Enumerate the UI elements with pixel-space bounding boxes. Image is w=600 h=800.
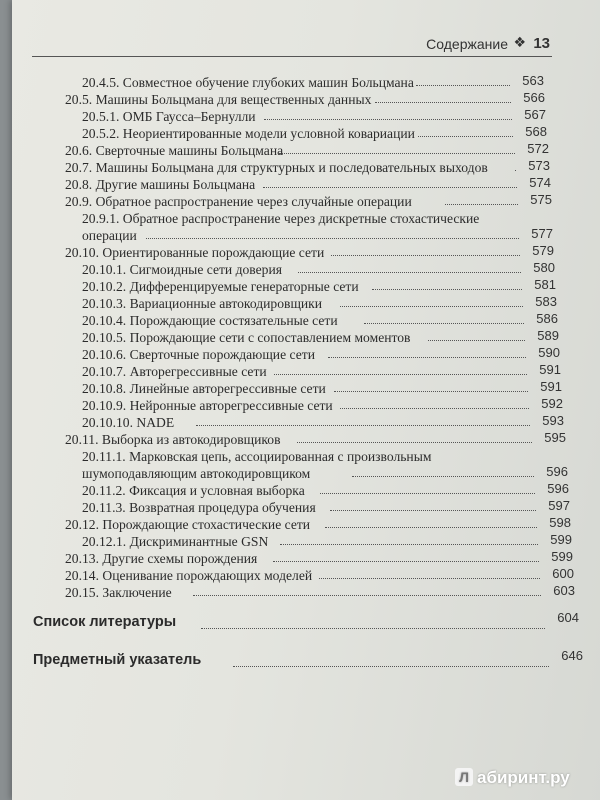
toc-entry-page: 593 xyxy=(542,413,564,428)
toc-entry-page: 579 xyxy=(532,243,554,258)
dot-leader xyxy=(375,102,511,103)
toc-entry-page: 575 xyxy=(530,192,552,207)
dot-leader xyxy=(297,442,532,443)
toc-entry-index xyxy=(33,648,583,672)
toc-entry-page: 586 xyxy=(536,311,558,326)
dot-leader xyxy=(364,323,524,324)
toc-entry-page: 591 xyxy=(540,379,562,394)
toc-entry-title: 20.5.2. Неориентированные модели условной ковариации xyxy=(82,126,415,141)
toc-entry-title: 20.8. Другие машины Больцмана xyxy=(65,177,256,192)
dot-leader xyxy=(325,527,537,528)
toc-entry-title: 20.10.5. Порождающие сети с сопоставлением моментов xyxy=(82,330,411,345)
toc-entry-title: 20.10.1. Сигмоидные сети доверия xyxy=(82,262,283,277)
toc-entry-title: 20.14. Оценивание порождающих моделей xyxy=(65,568,313,583)
dot-leader xyxy=(298,272,521,273)
dot-leader xyxy=(193,595,541,596)
toc-entry-page: 600 xyxy=(552,566,574,581)
toc-entry-page: 590 xyxy=(538,345,560,360)
dot-leader xyxy=(319,578,540,579)
table-of-contents xyxy=(12,0,600,800)
toc-entry-bibliography xyxy=(33,610,579,634)
toc-entry-title-continued: шумоподавляющим автокодировщиком xyxy=(82,466,311,481)
toc-entry-title: 20.10.10. NADE xyxy=(82,415,175,430)
watermark-text: абиринт.ру xyxy=(477,768,570,787)
toc-entry-title: 20.11.2. Фиксация и условная выборка xyxy=(82,483,305,498)
toc-entry-title: 20.12.1. Дискриминантные GSN xyxy=(82,534,269,549)
toc-entry-page: 583 xyxy=(535,294,557,309)
dot-leader xyxy=(515,170,516,171)
running-head-page-number: 13 xyxy=(533,35,550,52)
toc-entry-title: 20.4.5. Совместное обучение глубоких машин Больцмана xyxy=(82,75,414,90)
dot-leader xyxy=(340,408,529,409)
toc-entry-page: 595 xyxy=(544,430,566,445)
toc-entry-title: 20.11.3. Возвратная процедура обучения xyxy=(82,500,316,515)
toc-entry-page: 568 xyxy=(525,124,547,139)
toc-entry-page: 563 xyxy=(522,73,544,88)
diamond-ornament-icon: ❖ xyxy=(513,34,526,50)
dot-leader xyxy=(331,255,520,256)
dot-leader xyxy=(416,85,510,86)
dot-leader xyxy=(334,391,528,392)
toc-entry-title: 20.10.2. Дифференцируемые генераторные сети xyxy=(82,279,359,294)
dot-leader xyxy=(330,510,536,511)
dot-leader xyxy=(279,153,515,154)
dot-leader xyxy=(263,187,517,188)
watermark xyxy=(455,768,600,792)
toc-entry-title: 20.5.1. ОМБ Гаусса–Бернулли xyxy=(82,109,256,124)
dot-leader xyxy=(428,340,525,341)
toc-entry-page: 573 xyxy=(528,158,550,173)
dot-leader xyxy=(340,306,523,307)
toc-entry-page: 581 xyxy=(534,277,556,292)
toc-entry-page: 589 xyxy=(537,328,559,343)
dot-leader xyxy=(146,238,519,239)
toc-entry-title: 20.10.7. Авторегрессивные сети xyxy=(82,364,267,379)
toc-entry-title: 20.15. Заключение xyxy=(65,585,172,600)
toc-entry-title: 20.10.9. Нейронные авторегрессивные сети xyxy=(82,398,333,413)
running-head-title: Содержание xyxy=(426,36,508,52)
labirint-logo-icon: Л xyxy=(455,768,473,786)
toc-entry-page: 591 xyxy=(539,362,561,377)
toc-entry-page: 580 xyxy=(533,260,555,275)
toc-entry-page: 572 xyxy=(527,141,549,156)
dot-leader xyxy=(445,204,518,205)
toc-entry-title: Список литературы xyxy=(33,614,177,630)
toc-entry-title: 20.11. Выборка из автокодировщиков xyxy=(65,432,281,447)
dot-leader xyxy=(418,136,513,137)
toc-entry-page: 599 xyxy=(550,532,572,547)
dot-leader xyxy=(352,476,534,477)
toc-entry-title: 20.12. Порождающие стохастические сети xyxy=(65,517,311,532)
toc-entry-title: 20.5. Машины Больцмана для вещественных данных xyxy=(65,92,372,107)
toc-entry-page: 598 xyxy=(549,515,571,530)
toc-entry xyxy=(82,448,568,482)
dot-leader xyxy=(201,628,545,629)
dot-leader xyxy=(264,119,512,120)
toc-entry-page: 603 xyxy=(553,583,575,598)
dot-leader xyxy=(372,289,522,290)
dot-leader xyxy=(233,666,549,667)
toc-entry-title: 20.9.1. Обратное распространение через дискретные стохастические xyxy=(82,211,480,226)
toc-entry-page: 592 xyxy=(541,396,563,411)
toc-entry-page: 574 xyxy=(529,175,551,190)
toc-entry-title: 20.10.3. Вариационные автокодировщики xyxy=(82,296,323,311)
toc-entry-page: 577 xyxy=(531,226,553,241)
toc-entry-page: 596 xyxy=(547,481,569,496)
dot-leader xyxy=(280,544,538,545)
dot-leader xyxy=(273,561,539,562)
toc-entry-title: 20.10.8. Линейные авторегрессивные сети xyxy=(82,381,326,396)
toc-entry-title: 20.7. Машины Больцмана для структурных и последовательных выходов xyxy=(65,160,488,175)
toc-entry-title: 20.13. Другие схемы порождения xyxy=(65,551,258,566)
toc-entry-page: 597 xyxy=(548,498,570,513)
toc-entry-title: Предметный указатель xyxy=(33,652,202,668)
toc-entry-page: 599 xyxy=(551,549,573,564)
toc-entry-title: 20.10.6. Сверточные порождающие сети xyxy=(82,347,315,362)
toc-entry-title: 20.11.1. Марковская цепь, ассоциированная с произвольным xyxy=(82,449,432,464)
toc-entry-page: 604 xyxy=(557,610,579,625)
book-page xyxy=(12,0,600,800)
toc-entry-page: 566 xyxy=(523,90,545,105)
dot-leader xyxy=(196,425,530,426)
dot-leader xyxy=(274,374,527,375)
toc-entry-title: 20.10. Ориентированные порождающие сети xyxy=(65,245,325,260)
toc-entry-title: 20.10.4. Порождающие состязательные сети xyxy=(82,313,338,328)
dot-leader xyxy=(328,357,526,358)
dot-leader xyxy=(320,493,535,494)
toc-entry-page: 567 xyxy=(524,107,546,122)
toc-entry-title: 20.6. Сверточные машины Больцмана xyxy=(65,143,284,158)
toc-entry-page: 596 xyxy=(546,464,568,479)
toc-entry xyxy=(82,210,553,244)
toc-entry-title: 20.9. Обратное распространение через случайные операции xyxy=(65,194,412,209)
toc-entry-page: 646 xyxy=(561,648,583,663)
toc-entry-title-continued: операции xyxy=(82,228,137,243)
